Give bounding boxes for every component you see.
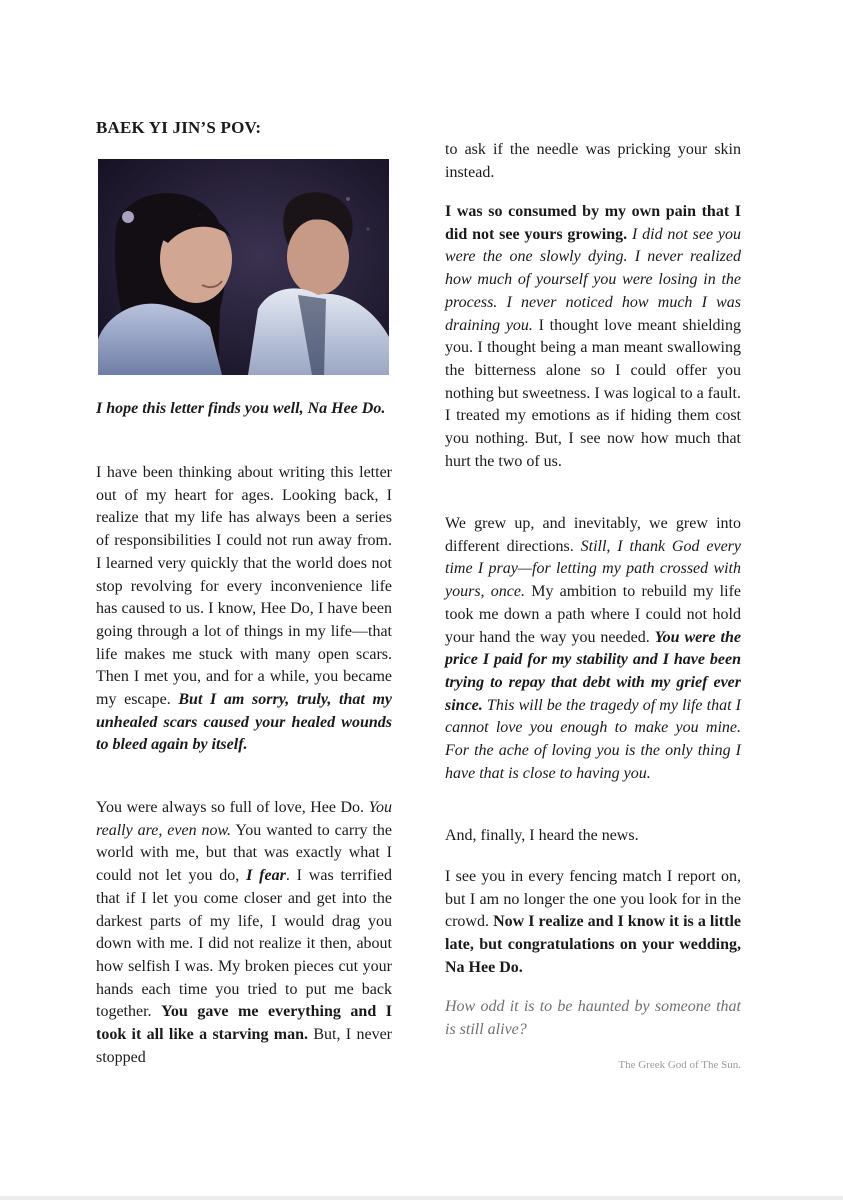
letter-paragraph bbox=[96, 797, 392, 1069]
letter-paragraph bbox=[445, 139, 741, 184]
text-run: I fear bbox=[246, 867, 286, 885]
letter-paragraph bbox=[445, 513, 741, 785]
text-run: This will be the tragedy of my life that I cannot love you enough to make you mine. For the ache of loving you is the only thing I have that is close to having you. bbox=[445, 696, 742, 782]
signature: The Greek God of The Sun. bbox=[618, 1059, 741, 1071]
text-run: . I was terrified that if I let you come closer and get into the darkest parts of my life, I would drag you down with me. I did not realize it then, about how selfish I was. My broken pieces cut your hands each time you tried to put me back together. bbox=[96, 867, 393, 1021]
text-run: You really are, even now. bbox=[96, 799, 392, 839]
text-run: I thought love meant shielding you. I thought being a man meant swallowing the bitterness alone so I could offer you nothing but sweetness. I was logical to a fault. I treated my emotions as if hiding them cost you nothing. But, I see now how much that hurt the two of us. bbox=[445, 316, 742, 470]
text-run: My ambition to rebuild my life took me down a path where I could not hold your hand the way you needed. bbox=[445, 583, 742, 646]
text-run: You were the price I paid for my stability and I have been trying to repay that debt with my grief ever since. bbox=[445, 628, 742, 714]
greeting-line: I hope this letter finds you well, Na Hee Do. bbox=[96, 400, 386, 417]
page-title: BAEK YI JIN’S POV: bbox=[96, 118, 262, 137]
photo-illustration bbox=[98, 159, 389, 375]
letter-paragraph bbox=[96, 462, 392, 757]
text-run: But, I never stopped bbox=[96, 1026, 392, 1066]
text-run: I was so consumed by my own pain that I did not see yours growing. bbox=[445, 203, 741, 243]
letter-paragraph bbox=[445, 201, 741, 473]
text-run: Now I realize and I know it is a little late, but congratulations on your wedding, Na Hee Do. bbox=[445, 913, 741, 976]
text-run: You gave me everything and I took it all like a starving man. bbox=[96, 1003, 393, 1044]
text-run: But I am sorry, truly, that my unhealed scars caused your healed wounds to bleed again by itself. bbox=[96, 691, 392, 754]
text-run: I have been thinking about writing this letter out of my heart for ages. Looking back, I realize that my life has always been a series of responsibilities I could not run away from. I learned very quickly that the world does not stop revolving for every inconvenience life has caused to us. I know, Hee Do, I have been going through a lot of things in my life—that life makes me stuck with many open scars. Then I met you, and for a while, you became my escape. bbox=[96, 464, 392, 709]
text-run: And, finally, I heard the news. bbox=[445, 827, 639, 844]
text-run: to ask if the needle was pricking your skin instead. bbox=[445, 141, 741, 181]
text-run: You were always so full of love, Hee Do. bbox=[96, 799, 369, 816]
text-run: You wanted to carry the world with me, but that was exactly what I could not let you do, bbox=[96, 821, 392, 885]
text-run: Still, I thank God every time I pray—for letting my path crossed with yours, once. bbox=[445, 537, 741, 601]
text-run: I did not see you were the one slowly dying. I never realized how much of yourself you were losing in the process. I never noticed how much I was draining you. bbox=[445, 225, 742, 334]
letter-paragraph bbox=[445, 825, 741, 848]
text-run: I see you in every fencing match I report on, but I am no longer the one you look for in the crowd. bbox=[445, 868, 741, 931]
closing-line: How odd it is to be haunted by someone that is still alive? bbox=[445, 998, 741, 1038]
letter-paragraph bbox=[445, 866, 741, 980]
page-bottom-edge bbox=[0, 1196, 843, 1200]
text-run: We grew up, and inevitably, we grew into different directions. bbox=[445, 515, 741, 555]
photo-two-people bbox=[98, 159, 389, 375]
